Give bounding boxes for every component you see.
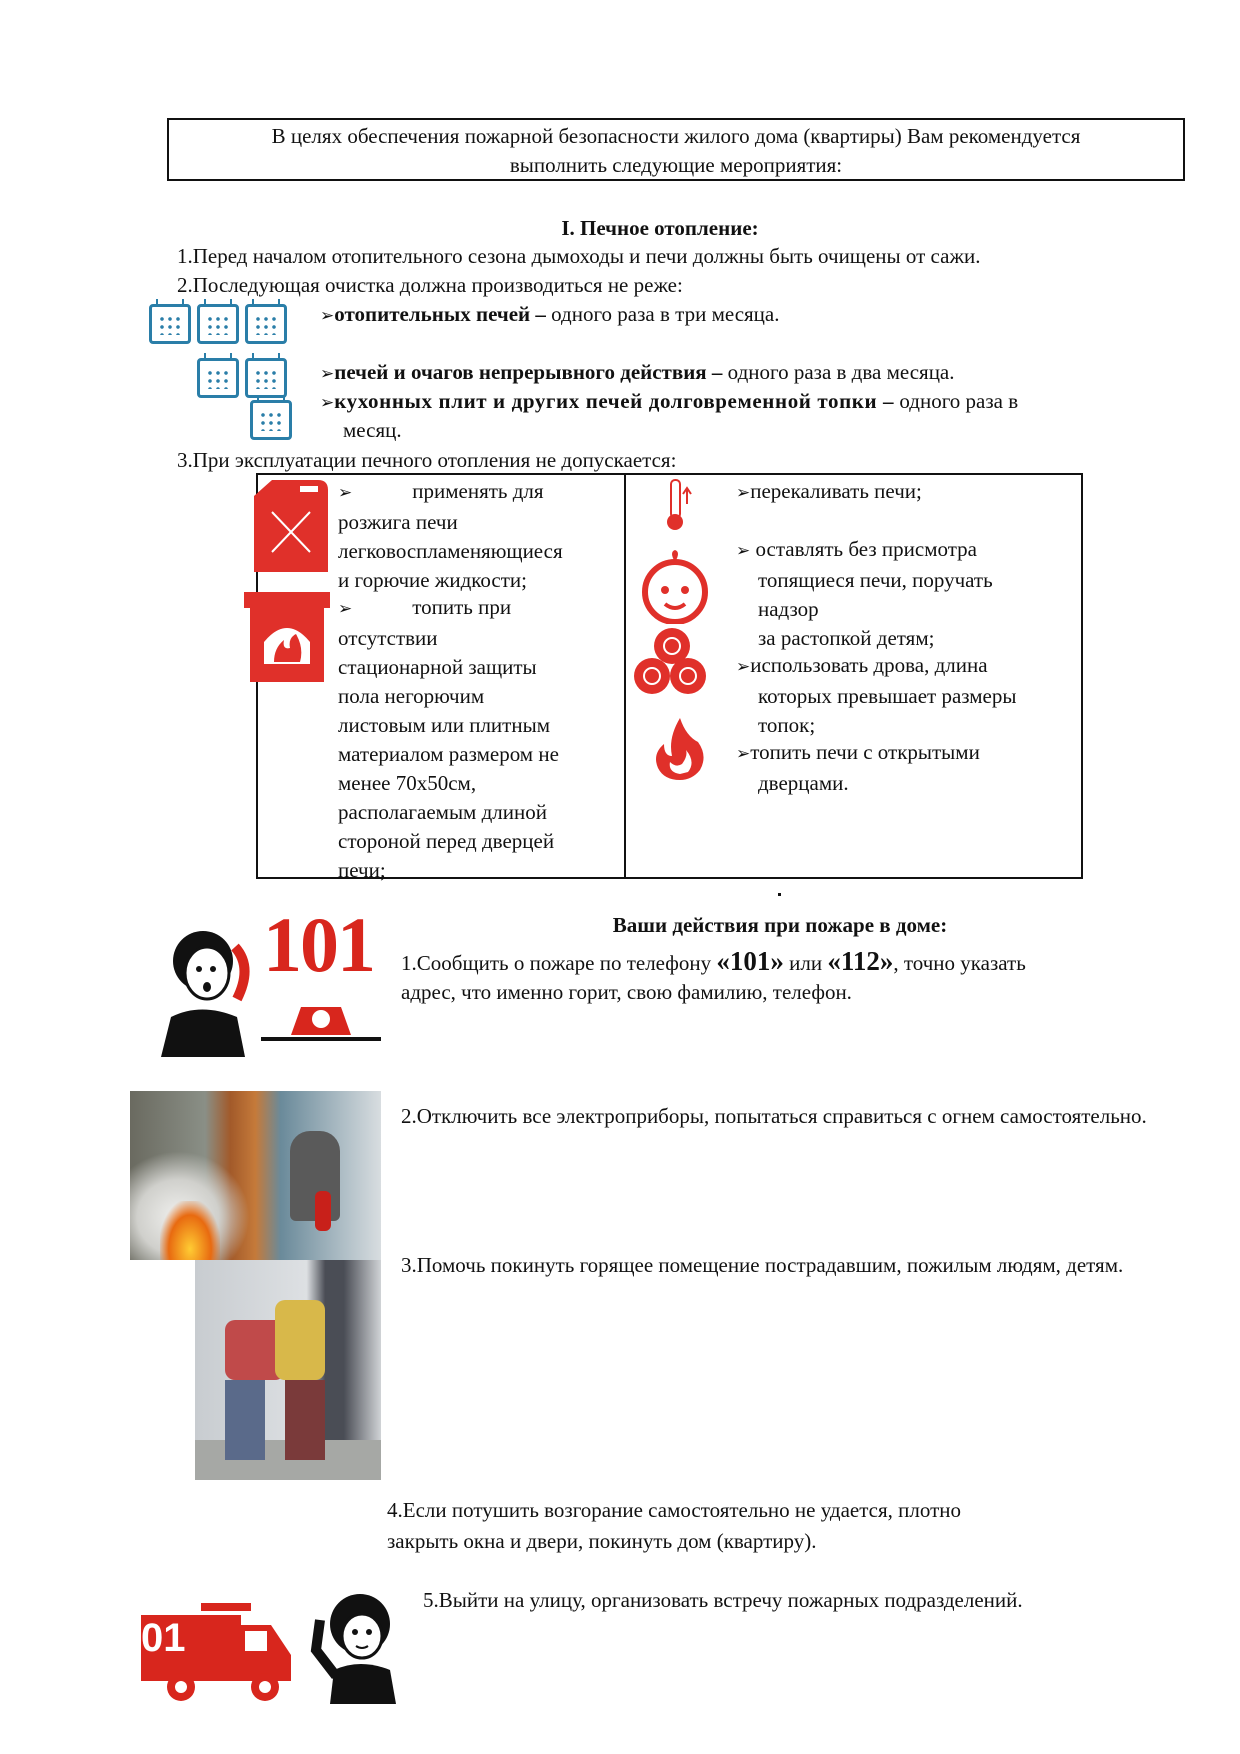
intro-box	[167, 118, 1185, 181]
item-text: материалом размером не	[338, 742, 559, 766]
item-text: печи;	[338, 858, 386, 882]
bullet-3-cont: месяц.	[343, 418, 402, 442]
intro-line-2: выполнить следующие мероприятия:	[509, 153, 843, 177]
truck-number: 01	[141, 1616, 186, 1660]
item-text: 1.Сообщить о пожаре по телефону	[401, 951, 717, 975]
bullet-3	[320, 387, 1160, 418]
item-text: топок;	[758, 713, 816, 737]
arrow-icon: ➢	[338, 599, 353, 619]
paragraph-2: 2.Последующая очистка должна производиться не реже:	[177, 273, 683, 297]
item-text: стороной перед дверцей	[338, 829, 555, 853]
arrow-icon: ➢	[320, 393, 335, 413]
bullet-bold: отопительных печей –	[334, 302, 546, 326]
right-item-2	[736, 535, 993, 653]
item-text: использовать дрова, длина	[750, 653, 988, 677]
item-text: розжига печи	[338, 510, 458, 534]
right-item-1	[736, 477, 922, 508]
trousers	[285, 1380, 325, 1460]
right-item-4	[736, 738, 980, 798]
right-item-3	[736, 651, 1016, 740]
item-text: легковоспламеняющиеся	[338, 539, 563, 563]
arrow-icon: ➢	[320, 364, 335, 384]
item-text: и горючие жидкости;	[338, 568, 527, 592]
paragraph-3: 3.При эксплуатации печного отопления не допускается:	[177, 448, 677, 472]
intro-line-1: В целях обеспечения пожарной безопасности жилого дома (квартиры) Вам рекомендуется	[271, 124, 1081, 148]
bullet-2	[320, 358, 955, 389]
extinguisher	[315, 1191, 331, 1231]
phone-112: «112»	[827, 946, 894, 976]
bullet-bold: печей и очагов непрерывного действия –	[334, 360, 723, 384]
action-item-5: 5.Выйти на улицу, организовать встречу пожарных подразделений.	[423, 1588, 1023, 1612]
table-divider	[624, 475, 626, 877]
action-item-2: 2.Отключить все электроприборы, попытаться справиться с огнем самостоятельно.	[401, 1104, 1147, 1128]
child-face-icon	[637, 550, 713, 624]
actions-title: Ваши действия при пожаре в доме:	[612, 913, 948, 937]
item-text: пола негорючим	[338, 684, 485, 708]
action-item-4: 4.Если потушить возгорание самостоятельно не удается, плотно	[387, 1498, 961, 1522]
item-text: топить при	[412, 595, 512, 619]
fire	[160, 1201, 220, 1260]
action-item-1-line-2: адрес, что именно горит, свою фамилию, телефон.	[401, 980, 852, 1004]
item-text: надзор	[758, 597, 819, 621]
item-text: стационарной защиты	[338, 655, 537, 679]
jeans	[225, 1380, 265, 1460]
left-item-2	[338, 593, 623, 885]
arrow-icon: ➢	[320, 306, 335, 326]
arrow-icon: ➢	[736, 744, 751, 764]
fuel-canister-icon	[248, 476, 332, 576]
item-text: перекаливать печи;	[750, 479, 922, 503]
fire-extinguisher-photo	[130, 1091, 381, 1260]
item-text: топить печи с открытыми	[750, 740, 980, 764]
bullet-bold: кухонных плит и других печей долговременной топки –	[334, 389, 895, 413]
item-text: , точно указать	[893, 951, 1026, 975]
calendar-icon	[245, 358, 287, 398]
calendar-icon	[149, 304, 191, 344]
item-text: листовым или плитным	[338, 713, 550, 737]
phone-number-101: 101	[263, 901, 374, 988]
item-text: дверцами.	[758, 771, 849, 795]
item-text: которых превышает размеры	[758, 684, 1017, 708]
item-text: применять для	[412, 479, 544, 503]
item-text: отсутствии	[338, 626, 438, 650]
evacuation-photo	[195, 1260, 381, 1480]
paragraph-1: 1.Перед началом отопительного сезона дымоходы и печи должны быть очищены от сажи.	[177, 244, 981, 268]
fireplace-icon	[244, 592, 330, 682]
bullet-1	[320, 300, 780, 331]
left-item-1	[338, 477, 623, 595]
item-text: располагаемым длиной	[338, 800, 547, 824]
thermometer-icon	[662, 478, 692, 534]
calendar-icon	[197, 358, 239, 398]
arrow-icon: ➢	[736, 483, 751, 503]
action-item-1	[401, 947, 1026, 978]
firewood-icon	[632, 626, 716, 698]
bullet-text: одного раза в три месяца.	[545, 302, 780, 326]
item-text: за растопкой детям;	[758, 626, 935, 650]
item-text: топящиеся печи, поручать	[758, 568, 993, 592]
arrow-icon: ➢	[338, 483, 353, 503]
section-title: I. Печное отопление:	[561, 216, 759, 240]
action-item-3: 3.Помочь покинуть горящее помещение пострадавшим, пожилым людям, детям.	[401, 1253, 1124, 1277]
phone-101: «101»	[716, 946, 784, 976]
calendar-icon	[197, 304, 239, 344]
dot	[778, 893, 781, 896]
action-item-4-line-2: закрыть окна и двери, покинуть дом (квартиру).	[387, 1529, 817, 1553]
bullet-text: одного раза в два месяца.	[722, 360, 955, 384]
waving-person-icon	[310, 1580, 406, 1704]
item-text: оставлять без присмотра	[750, 537, 977, 561]
calendar-icon	[245, 304, 287, 344]
person-yellow	[275, 1300, 325, 1380]
bullet-text: одного раза в	[894, 389, 1019, 413]
arrow-icon: ➢	[736, 657, 751, 677]
item-text: менее 70х50см,	[338, 771, 477, 795]
arrow-icon: ➢	[736, 541, 751, 561]
calendar-icon	[250, 400, 292, 440]
item-text: или	[783, 951, 828, 975]
flame-icon	[652, 716, 708, 782]
